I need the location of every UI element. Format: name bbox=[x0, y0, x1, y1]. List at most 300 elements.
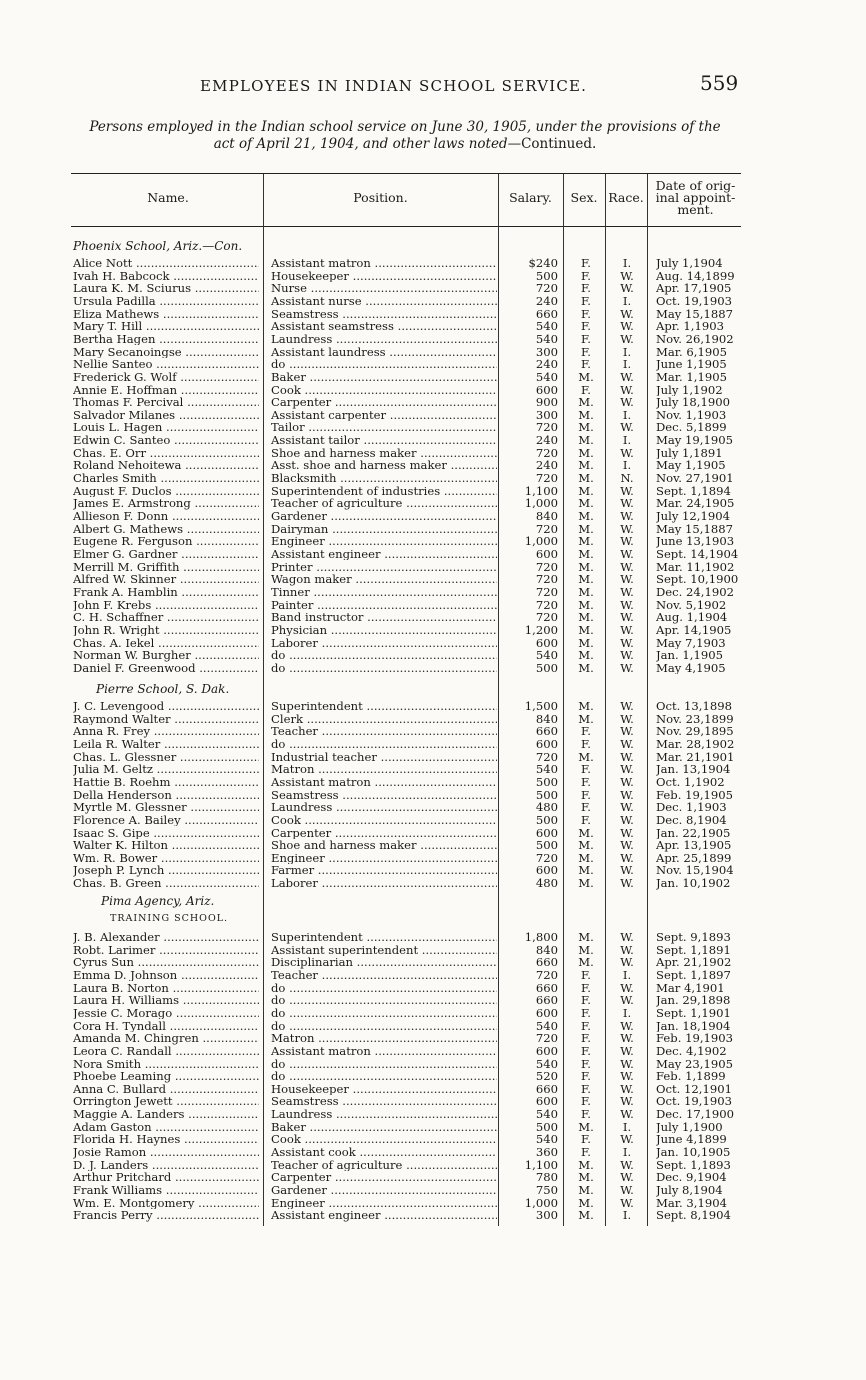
row-sex: F. bbox=[581, 383, 591, 396]
table-row bbox=[0, 586, 866, 599]
row-sex: F. bbox=[581, 1095, 591, 1108]
row-name: Laura B. Norton ..... bbox=[73, 982, 259, 995]
row-salary: 600 bbox=[535, 1095, 558, 1108]
row-name: Amanda M. Chingren ..... bbox=[73, 1032, 259, 1045]
row-salary: 720 bbox=[535, 446, 558, 460]
row-date: Apr. 14,1905 bbox=[656, 623, 732, 637]
row-race: W. bbox=[620, 788, 634, 802]
row-sex: F. bbox=[581, 968, 591, 982]
row-name: Della Henderson ..... bbox=[73, 789, 259, 802]
row-position: Engineer ..... bbox=[271, 1197, 497, 1210]
row-name: Arthur Pritchard ..... bbox=[73, 1171, 259, 1184]
row-name: Laura K. M. Sciurus ..... bbox=[73, 282, 259, 295]
row-position: Asst. shoe and harness maker ..... bbox=[271, 459, 497, 472]
row-date: Sept. 1,1901 bbox=[656, 1006, 731, 1020]
row-salary: 600 bbox=[535, 737, 558, 751]
column-header-date-line: ment. bbox=[677, 202, 714, 217]
row-name: Leora C. Randall ..... bbox=[73, 1045, 259, 1058]
row-salary: 500 bbox=[535, 788, 558, 802]
table-row bbox=[0, 282, 866, 295]
row-sex: F. bbox=[581, 282, 591, 295]
row-sex: F. bbox=[581, 1019, 591, 1033]
row-race: I. bbox=[622, 1209, 632, 1222]
table-row bbox=[0, 485, 866, 498]
row-date: July 1,1900 bbox=[656, 1120, 723, 1134]
row-position: Housekeeper ..... bbox=[271, 1083, 497, 1096]
row-salary: 600 bbox=[535, 547, 558, 561]
row-date: Feb. 19,1905 bbox=[656, 788, 734, 802]
table-row bbox=[0, 776, 866, 789]
row-race: W. bbox=[620, 700, 634, 713]
row-date: Nov. 23,1899 bbox=[656, 712, 734, 726]
row-name: J. B. Alexander ..... bbox=[73, 931, 259, 944]
row-race: W. bbox=[620, 725, 634, 738]
row-name: Alice Nott ..... bbox=[73, 257, 259, 270]
row-position: Assistant matron ..... bbox=[271, 1045, 497, 1058]
row-race: I. bbox=[622, 408, 632, 422]
row-salary: 540 bbox=[535, 370, 558, 384]
table-row bbox=[0, 994, 866, 1007]
row-position: do ..... bbox=[271, 649, 497, 662]
row-race: W. bbox=[620, 484, 634, 498]
row-name: Bertha Hagen ..... bbox=[73, 333, 259, 346]
table-row bbox=[0, 1121, 866, 1134]
row-sex: M. bbox=[578, 877, 594, 890]
row-salary: 720 bbox=[535, 560, 558, 574]
row-position: Engineer ..... bbox=[271, 852, 497, 865]
row-salary: 720 bbox=[535, 968, 558, 982]
row-name: Joseph P. Lynch ..... bbox=[73, 864, 259, 877]
row-position: Seamstress ..... bbox=[271, 1095, 497, 1108]
row-date: Apr. 17,1905 bbox=[656, 282, 732, 295]
column-header-sex: Sex. bbox=[570, 190, 598, 205]
row-salary: 500 bbox=[535, 269, 558, 283]
row-date: Mar. 6,1905 bbox=[656, 345, 727, 359]
row-race: I. bbox=[622, 434, 632, 447]
row-salary: 500 bbox=[535, 1120, 558, 1134]
row-name: Julia M. Geltz ..... bbox=[73, 763, 259, 776]
row-race: W. bbox=[620, 623, 634, 637]
row-sex: F. bbox=[581, 1032, 591, 1045]
row-position: Gardener ..... bbox=[271, 510, 497, 523]
row-date: Dec. 17,1900 bbox=[656, 1108, 734, 1121]
row-sex: F. bbox=[581, 1006, 591, 1020]
row-name: Salvador Milanes ..... bbox=[73, 409, 259, 422]
row-sex: M. bbox=[578, 826, 594, 839]
row-position: Teacher ..... bbox=[271, 969, 497, 982]
row-salary: 600 bbox=[535, 636, 558, 649]
row-date: June 13,1903 bbox=[656, 535, 735, 548]
table-row bbox=[0, 1083, 866, 1096]
row-salary: 600 bbox=[535, 1006, 558, 1020]
row-sex: M. bbox=[578, 943, 594, 957]
row-name: Frederick G. Wolf ..... bbox=[73, 371, 259, 384]
row-date: Apr. 13,1905 bbox=[656, 839, 732, 852]
row-race: W. bbox=[620, 370, 634, 384]
row-date: Nov. 5,1902 bbox=[656, 598, 727, 612]
row-date: Nov. 26,1902 bbox=[656, 332, 734, 346]
row-sex: F. bbox=[581, 1146, 591, 1159]
row-date: Mar. 24,1905 bbox=[656, 497, 735, 510]
row-sex: F. bbox=[581, 1057, 591, 1070]
row-sex: M. bbox=[578, 522, 594, 536]
row-salary: 720 bbox=[535, 282, 558, 295]
row-date: Aug. 14,1899 bbox=[656, 269, 735, 283]
row-name: Leila R. Walter ..... bbox=[73, 738, 259, 751]
row-salary: 360 bbox=[535, 1146, 558, 1159]
row-name: Nellie Santeo ..... bbox=[73, 358, 259, 371]
row-name: Emma D. Johnson ..... bbox=[73, 969, 259, 982]
column-header-position: Position. bbox=[353, 190, 408, 205]
row-race: W. bbox=[620, 1184, 634, 1197]
table-row bbox=[0, 944, 866, 957]
row-sex: M. bbox=[578, 712, 594, 726]
table-row bbox=[0, 827, 866, 840]
row-sex: M. bbox=[578, 623, 594, 637]
row-race: W. bbox=[620, 737, 634, 751]
table-row bbox=[0, 333, 866, 346]
row-name: Wm. R. Bower ..... bbox=[73, 852, 259, 865]
row-position: do ..... bbox=[271, 1007, 497, 1020]
row-name: Chas. E. Orr ..... bbox=[73, 447, 259, 460]
row-name: C. H. Schaffner ..... bbox=[73, 611, 259, 624]
row-race: W. bbox=[620, 1196, 634, 1210]
row-date: May 23,1905 bbox=[656, 1057, 733, 1070]
table-row bbox=[0, 599, 866, 612]
row-salary: 720 bbox=[535, 585, 558, 599]
row-position: Dairyman ..... bbox=[271, 523, 497, 536]
row-sex: F. bbox=[581, 1044, 591, 1058]
row-position: Blacksmith ..... bbox=[271, 472, 497, 485]
row-date: Mar. 28,1902 bbox=[656, 737, 735, 751]
row-date: June 4,1899 bbox=[656, 1133, 727, 1146]
row-sex: M. bbox=[578, 472, 594, 485]
table-row bbox=[0, 421, 866, 434]
row-date: July 18,1900 bbox=[656, 396, 731, 409]
row-race: W. bbox=[620, 981, 634, 995]
row-sex: F. bbox=[581, 294, 591, 308]
row-position: Cook ..... bbox=[271, 384, 497, 397]
row-sex: M. bbox=[578, 560, 594, 574]
table-row bbox=[0, 472, 866, 485]
row-position: Physician ..... bbox=[271, 624, 497, 637]
table-row bbox=[0, 459, 866, 472]
row-salary: 480 bbox=[535, 877, 558, 890]
row-sex: F. bbox=[581, 981, 591, 995]
row-salary: 840 bbox=[535, 510, 558, 523]
row-race: W. bbox=[620, 1070, 634, 1083]
row-race: W. bbox=[620, 712, 634, 726]
row-position: Laundress ..... bbox=[271, 801, 497, 814]
row-race: W. bbox=[620, 1032, 634, 1045]
row-sex: F. bbox=[581, 994, 591, 1007]
row-salary: 750 bbox=[535, 1184, 558, 1197]
table-row bbox=[0, 257, 866, 270]
row-race: W. bbox=[620, 750, 634, 764]
row-date: Nov. 1,1903 bbox=[656, 408, 727, 422]
row-salary: 500 bbox=[535, 775, 558, 789]
table-row bbox=[0, 1007, 866, 1020]
row-name: Cora H. Tyndall ..... bbox=[73, 1020, 259, 1033]
table-row bbox=[0, 295, 866, 308]
row-salary: 240 bbox=[535, 358, 558, 371]
row-race: W. bbox=[620, 839, 634, 852]
table-row bbox=[0, 877, 866, 890]
table-row bbox=[0, 346, 866, 359]
row-date: Feb. 19,1903 bbox=[656, 1032, 734, 1045]
row-date: Apr. 25,1899 bbox=[656, 851, 732, 865]
table-row bbox=[0, 801, 866, 814]
row-position: Tailor ..... bbox=[271, 421, 497, 434]
row-name: Walter K. Hilton ..... bbox=[73, 839, 259, 852]
row-salary: 1,800 bbox=[524, 931, 558, 944]
row-race: I. bbox=[622, 968, 632, 982]
row-salary: 720 bbox=[535, 421, 558, 434]
row-position: Shoe and harness maker ..... bbox=[271, 839, 497, 852]
row-name: Charles Smith ..... bbox=[73, 472, 259, 485]
row-race: I. bbox=[622, 257, 632, 270]
row-race: W. bbox=[620, 763, 634, 776]
row-salary: 1,000 bbox=[524, 535, 558, 548]
table-caption-line-2 bbox=[60, 136, 750, 153]
table-row bbox=[0, 308, 866, 321]
row-salary: 540 bbox=[535, 1108, 558, 1121]
row-name: J. C. Levengood ..... bbox=[73, 700, 259, 713]
row-race: W. bbox=[620, 497, 634, 510]
row-date: Jan. 10,1902 bbox=[656, 877, 731, 890]
row-name: Josie Ramon ..... bbox=[73, 1146, 259, 1159]
row-sex: F. bbox=[581, 801, 591, 814]
table-row bbox=[0, 700, 866, 713]
row-race: W. bbox=[620, 1133, 634, 1146]
row-sex: F. bbox=[581, 1133, 591, 1146]
row-salary: 540 bbox=[535, 1019, 558, 1033]
row-name: Anna C. Bullard ..... bbox=[73, 1083, 259, 1096]
table-row bbox=[0, 1209, 866, 1222]
table-top-rule bbox=[71, 173, 741, 174]
row-date: Sept. 10,1900 bbox=[656, 573, 739, 586]
table-row bbox=[0, 371, 866, 384]
row-date: Dec. 1,1903 bbox=[656, 801, 727, 814]
row-name: Cyrus Sun ..... bbox=[73, 956, 259, 969]
row-sex: M. bbox=[578, 839, 594, 852]
row-position: Nurse ..... bbox=[271, 282, 497, 295]
row-position: Engineer ..... bbox=[271, 535, 497, 548]
row-position: Industrial teacher ..... bbox=[271, 751, 497, 764]
row-race: I. bbox=[622, 459, 632, 472]
row-position: Assistant engineer ..... bbox=[271, 548, 497, 561]
row-salary: 1,500 bbox=[524, 700, 558, 713]
row-sex: F. bbox=[581, 358, 591, 371]
row-date: Nov. 29,1895 bbox=[656, 725, 734, 738]
column-header-date-line: inal appoint- bbox=[655, 190, 736, 205]
row-date: Feb. 1,1899 bbox=[656, 1070, 726, 1083]
row-race: W. bbox=[620, 1095, 634, 1108]
row-sex: F. bbox=[581, 775, 591, 789]
row-date: July 1,1891 bbox=[656, 446, 723, 460]
row-salary: 720 bbox=[535, 851, 558, 865]
row-salary: 1,000 bbox=[524, 1196, 558, 1210]
row-name: John R. Wright ..... bbox=[73, 624, 259, 637]
row-salary: 540 bbox=[535, 763, 558, 776]
table-row bbox=[0, 1070, 866, 1083]
row-position: Teacher ..... bbox=[271, 725, 497, 738]
row-race: W. bbox=[620, 943, 634, 957]
row-position: do ..... bbox=[271, 1070, 497, 1083]
row-sex: M. bbox=[578, 535, 594, 548]
section-heading-phoenix: Phoenix School, Ariz.—Con. bbox=[73, 239, 243, 253]
row-date: Sept. 1,1897 bbox=[656, 968, 731, 982]
row-name: Jessie C. Morago ..... bbox=[73, 1007, 259, 1020]
row-position: Clerk ..... bbox=[271, 713, 497, 726]
row-name: Norman W. Burgher ..... bbox=[73, 649, 259, 662]
row-sex: M. bbox=[578, 750, 594, 764]
row-name: Raymond Walter ..... bbox=[73, 713, 259, 726]
row-position: Band instructor ..... bbox=[271, 611, 497, 624]
row-name: Adam Gaston ..... bbox=[73, 1121, 259, 1134]
row-race: W. bbox=[620, 931, 634, 944]
row-date: May 15,1887 bbox=[656, 307, 733, 321]
row-salary: 300 bbox=[535, 408, 558, 422]
row-race: I. bbox=[622, 345, 632, 359]
row-race: W. bbox=[620, 446, 634, 460]
row-sex: M. bbox=[578, 510, 594, 523]
row-salary: 300 bbox=[535, 345, 558, 359]
row-race: W. bbox=[620, 547, 634, 561]
table-row bbox=[0, 1184, 866, 1197]
table-row bbox=[0, 1032, 866, 1045]
row-date: Dec. 5,1899 bbox=[656, 421, 727, 434]
row-name: Mary Secanoingse ..... bbox=[73, 346, 259, 359]
table-row bbox=[0, 573, 866, 586]
row-race: W. bbox=[620, 775, 634, 789]
row-sex: F. bbox=[581, 1070, 591, 1083]
table-caption-line-1: Persons employed in the Indian school service on June 30, 1905, under the provisions of the bbox=[89, 119, 721, 135]
row-race: W. bbox=[620, 1171, 634, 1184]
row-sex: M. bbox=[578, 497, 594, 510]
row-date: Apr. 1,1903 bbox=[656, 320, 724, 333]
row-salary: 660 bbox=[535, 725, 558, 738]
row-salary: 540 bbox=[535, 1057, 558, 1070]
row-salary: 900 bbox=[535, 396, 558, 409]
row-date: Jan. 22,1905 bbox=[656, 826, 731, 839]
row-race: W. bbox=[620, 307, 634, 321]
table-row bbox=[0, 548, 866, 561]
row-race: W. bbox=[620, 851, 634, 865]
table-row bbox=[0, 789, 866, 802]
table-row bbox=[0, 763, 866, 776]
column-header-date-line: Date of orig- bbox=[655, 178, 736, 193]
row-race: W. bbox=[620, 282, 634, 295]
column-header-race: Race. bbox=[608, 190, 644, 205]
row-name: Laura H. Williams ..... bbox=[73, 994, 259, 1007]
table-row bbox=[0, 725, 866, 738]
row-position: Assistant nurse ..... bbox=[271, 295, 497, 308]
row-position: Printer ..... bbox=[271, 561, 497, 574]
row-position: Painter ..... bbox=[271, 599, 497, 612]
row-position: Tinner ..... bbox=[271, 586, 497, 599]
row-salary: 600 bbox=[535, 383, 558, 396]
row-position: Gardener ..... bbox=[271, 1184, 497, 1197]
table-row bbox=[0, 447, 866, 460]
row-race: W. bbox=[620, 522, 634, 536]
row-position: Superintendent ..... bbox=[271, 931, 497, 944]
row-sex: M. bbox=[578, 459, 594, 472]
column-header-date bbox=[648, 180, 743, 216]
page-number: 559 bbox=[700, 71, 739, 95]
row-name: Florida H. Haynes ..... bbox=[73, 1133, 259, 1146]
table-row bbox=[0, 510, 866, 523]
row-name: Daniel F. Greenwood ..... bbox=[73, 662, 259, 675]
row-position: Carpenter ..... bbox=[271, 827, 497, 840]
row-name: Roland Nehoitewa ..... bbox=[73, 459, 259, 472]
row-salary: 660 bbox=[535, 981, 558, 995]
row-race: I. bbox=[622, 358, 632, 371]
row-salary: $240 bbox=[528, 257, 558, 270]
row-name: Francis Perry ..... bbox=[73, 1209, 259, 1222]
row-position: Housekeeper ..... bbox=[271, 270, 497, 283]
column-header-salary: Salary. bbox=[509, 190, 552, 205]
row-sex: F. bbox=[581, 763, 591, 776]
table-row bbox=[0, 662, 866, 675]
row-salary: 480 bbox=[535, 801, 558, 814]
row-race: W. bbox=[620, 585, 634, 599]
row-date: Sept. 14,1904 bbox=[656, 547, 739, 561]
row-name: Isaac S. Gipe ..... bbox=[73, 827, 259, 840]
row-salary: 500 bbox=[535, 661, 558, 675]
row-race: W. bbox=[620, 994, 634, 1007]
row-position: Assistant engineer ..... bbox=[271, 1209, 497, 1222]
row-salary: 1,100 bbox=[524, 484, 558, 498]
row-date: Mar 4,1901 bbox=[656, 981, 725, 995]
table-row bbox=[0, 561, 866, 574]
row-name: Robt. Larimer ..... bbox=[73, 944, 259, 957]
row-race: I. bbox=[622, 1146, 632, 1159]
row-race: W. bbox=[620, 801, 634, 814]
row-date: July 1,1904 bbox=[656, 257, 723, 270]
row-race: W. bbox=[620, 1019, 634, 1033]
row-date: Apr. 21,1902 bbox=[656, 956, 732, 969]
row-position: Carpenter ..... bbox=[271, 1171, 497, 1184]
row-salary: 1,100 bbox=[524, 1158, 558, 1172]
row-name: Myrtle M. Glessner ..... bbox=[73, 801, 259, 814]
table-row bbox=[0, 624, 866, 637]
row-position: do ..... bbox=[271, 662, 497, 675]
row-position: Superintendent ..... bbox=[271, 700, 497, 713]
table-row bbox=[0, 982, 866, 995]
row-sex: M. bbox=[578, 585, 594, 599]
table-header-rule bbox=[71, 226, 741, 227]
row-salary: 600 bbox=[535, 1044, 558, 1058]
row-salary: 780 bbox=[535, 1171, 558, 1184]
row-name: Allieson F. Donn ..... bbox=[73, 510, 259, 523]
column-header-name: Name. bbox=[147, 190, 189, 205]
table-row bbox=[0, 611, 866, 624]
row-position: Laborer ..... bbox=[271, 877, 497, 890]
row-salary: 240 bbox=[535, 294, 558, 308]
row-name: James E. Armstrong ..... bbox=[73, 497, 259, 510]
section-subheading-training-school: TRAINING SCHOOL. bbox=[110, 913, 229, 924]
table-row bbox=[0, 1095, 866, 1108]
row-sex: M. bbox=[578, 956, 594, 969]
row-position: Carpenter ..... bbox=[271, 396, 497, 409]
row-date: Sept. 1,1891 bbox=[656, 943, 731, 957]
row-race: I. bbox=[622, 1006, 632, 1020]
row-sex: F. bbox=[581, 1108, 591, 1121]
row-position: do ..... bbox=[271, 994, 497, 1007]
row-position: Assistant superintendent ..... bbox=[271, 944, 497, 957]
row-name: Chas. B. Green ..... bbox=[73, 877, 259, 890]
